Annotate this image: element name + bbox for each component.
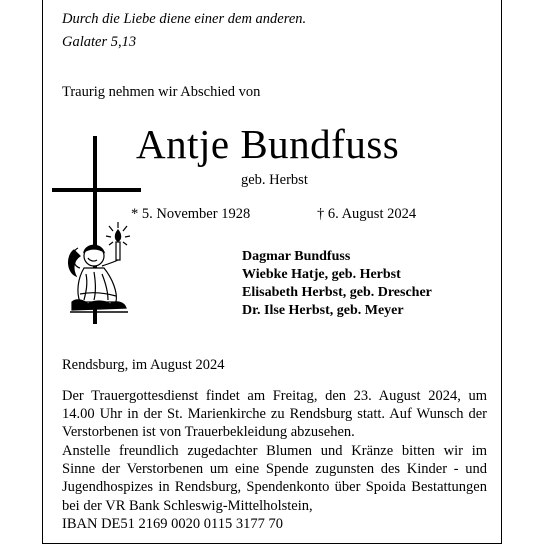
date-of-death: † 6. August 2024 (317, 206, 417, 222)
donation-line: Sinne der Verstorbenen um eine Spende zugunsten des Kinder - und (62, 461, 487, 478)
service-line: 14.00 Uhr in der St. Marienkirche zu Rendsburg statt. Auf Wunsch der (62, 406, 487, 423)
mourner-name: Dagmar Bundfuss (242, 249, 351, 264)
mourner-name: Elisabeth Herbst, geb. Drescher (242, 285, 432, 300)
donation-line: Anstelle freundlich zugedachter Blumen und Kränze bitten wir im (62, 443, 487, 459)
deceased-name: Antje Bundfuss (136, 121, 400, 167)
service-line: Verstorbenen ist von Trauerbekleidung abzusehen. (62, 424, 355, 441)
date-of-birth: * 5. November 1928 (131, 206, 251, 222)
angel-with-candle-icon (64, 222, 142, 316)
mourner-name: Dr. Ilse Herbst, geb. Meyer (242, 303, 404, 318)
birth-name: geb. Herbst (241, 172, 308, 188)
mourner-name: Wiebke Hatje, geb. Herbst (242, 267, 401, 282)
service-line: Der Trauergottesdienst findet am Freitag, den 23. August 2024, um (62, 388, 487, 404)
place-and-date: Rendsburg, im August 2024 (62, 357, 225, 373)
donation-line: Jugendhospizes in Rendsburg, Spendenkonto über Spoida Bestattungen (62, 479, 487, 496)
bible-quote-source: Galater 5,13 (62, 34, 137, 50)
donation-line: IBAN DE51 2169 0020 0115 3177 70 (62, 515, 283, 532)
intro-text: Traurig nehmen wir Abschied von (62, 84, 261, 100)
donation-paragraph (62, 442, 487, 533)
service-paragraph (62, 387, 487, 442)
bible-quote: Durch die Liebe diene einer dem anderen. (62, 11, 307, 27)
donation-line: bei der VR Bank Schleswig-Mittelholstein, (62, 497, 313, 514)
